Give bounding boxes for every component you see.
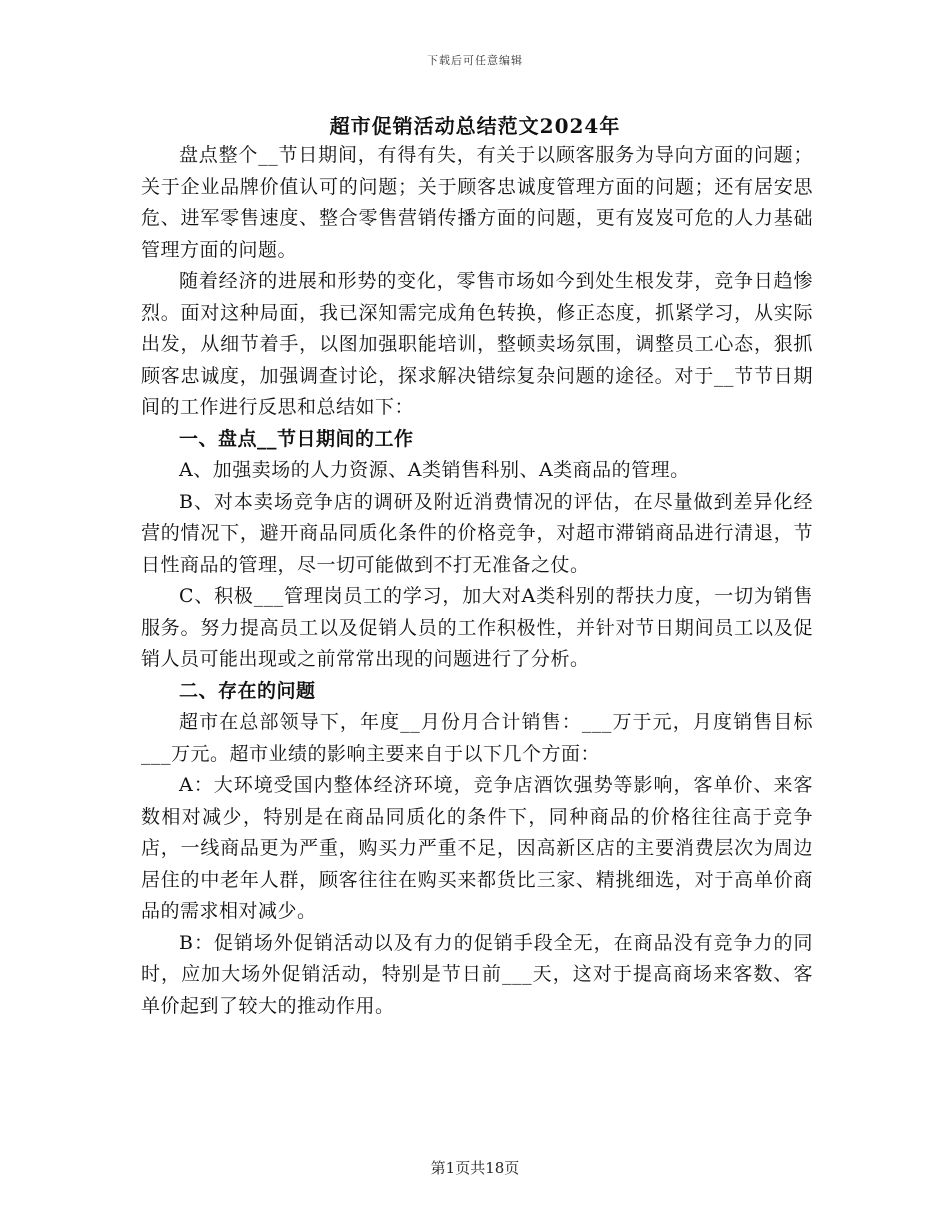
document-body	[141, 140, 813, 1022]
paragraph-sales: 超市在总部领导下，年度__月份月合计销售：___万于元，月度销售目标___万元。超市业绩的影响主要来自于以下几个方面：	[141, 711, 813, 765]
document-title: 超市促销活动总结范文2024年	[329, 114, 621, 138]
page-header-note: 下载后可任意编辑	[427, 54, 523, 67]
paragraph-item-c: C、积极___管理岗员工的学习，加大对A类科别的帮扶力度，一切为销售服务。努力提高员工以及促销人员的工作积极性，并针对节日期间员工以及促销人员可能出现或之前常常出现的问题进行了分析。	[141, 585, 813, 670]
paragraph-intro: 盘点整个__节日期间，有得有失，有关于以顾客服务为导向方面的问题；关于企业品牌价值认可的问题；关于顾客忠诚度管理方面的问题；还有居安思危、进军零售速度、整合零售营销传播方面的问题，更有岌岌可危的人力基础管理方面的问题。	[141, 144, 813, 261]
section-heading-review: 一、盘点__节日期间的工作	[179, 427, 414, 450]
paragraph-item-b: B、对本卖场竞争店的调研及附近消费情况的评估，在尽量做到差异化经营的情况下，避开商品同质化条件的价格竞争，对超市滞销商品进行清退，节日性商品的管理，尽一切可能做到不打无准备之仗。	[141, 490, 813, 576]
paragraph-context: 随着经济的进展和形势的变化，零售市场如今到处生根发芽，竞争日趋惨烈。面对这种局面，我已深知需完成角色转换，修正态度，抓紧学习，从实际出发，从细节着手，以图加强职能培训，整顿卖场氛围，调整员工心态，狠抓顾客忠诚度，加强调查讨论，探求解决错综复杂问题的途径。对于__节节日期间的工作进行反思和总结如下：	[141, 270, 813, 418]
paragraph-problem-a: A：大环境受国内整体经济环境，竞争店酒饮强势等影响，客单价、来客数相对减少，特别是在商品同质化的条件下，同种商品的价格往往高于竞争店，一线商品更为严重，购买力严重不足，因高新区店的主要消费层次为周边居住的中老年人群，顾客往往在购买来都货比三家、精挑细选，对于高单价商品的需求相对减少。	[141, 774, 813, 922]
paragraph-problem-b: B：促销场外促销活动以及有力的促销手段全无，在商品没有竞争力的同时，应加大场外促销活动，特别是节日前___天，这对于提高商场来客数、客单价起到了较大的推动作用。	[141, 931, 813, 1017]
page-number: 第1页共18页	[430, 1159, 520, 1177]
section-heading-problems: 二、存在的问题	[179, 679, 316, 702]
paragraph-item-a: A、加强卖场的人力资源、A类销售科别、A类商品的管理。	[179, 459, 690, 481]
